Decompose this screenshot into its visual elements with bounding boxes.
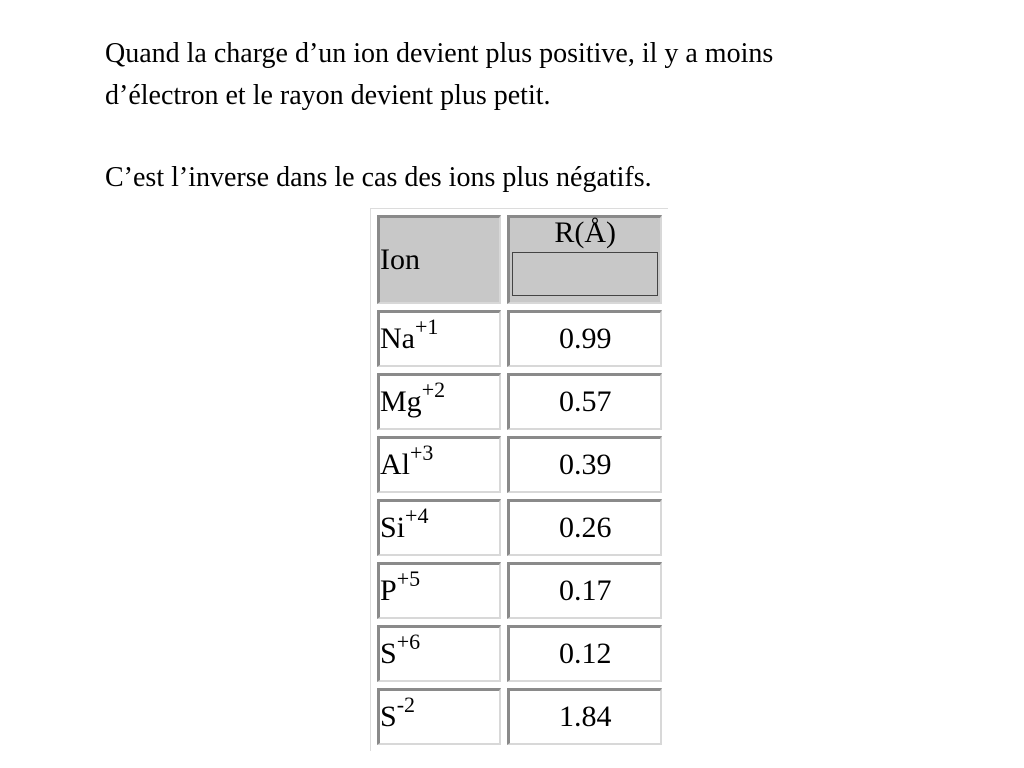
intro-paragraph xyxy=(105,33,773,117)
table-header-row xyxy=(377,215,662,304)
ion-symbol: P xyxy=(380,574,397,607)
ion-charge: +2 xyxy=(421,377,446,402)
ion-radius-table xyxy=(370,208,668,751)
ion-charge: +4 xyxy=(405,503,429,528)
table-row xyxy=(377,625,662,682)
header-ion: Ion xyxy=(377,215,501,304)
ion-cell xyxy=(377,562,501,619)
ion-cell xyxy=(377,373,501,430)
ion-charge: +3 xyxy=(410,440,434,465)
header-radius-empty-box xyxy=(512,252,658,296)
table-row xyxy=(377,373,662,430)
table-row xyxy=(377,436,662,493)
ion-charge: +5 xyxy=(396,566,421,591)
ion-symbol: Mg xyxy=(380,385,422,418)
intro-line-2: d’électron et le rayon devient plus petit. xyxy=(105,80,551,111)
table-row xyxy=(377,562,662,619)
radius-cell: 0.99 xyxy=(507,310,662,367)
header-radius xyxy=(507,215,662,304)
ion-charge: -2 xyxy=(396,692,416,717)
intro-line-1: Quand la charge d’un ion devient plus positive, il y a moins xyxy=(105,38,774,69)
radius-cell: 0.39 xyxy=(507,436,662,493)
radius-cell: 0.17 xyxy=(507,562,662,619)
header-radius-label: R(Å) xyxy=(554,216,617,249)
ion-symbol: S xyxy=(380,700,397,733)
ion-symbol: Si xyxy=(380,511,406,544)
ion-symbol: Al xyxy=(380,448,410,481)
ion-charge: +1 xyxy=(414,314,439,339)
radius-cell: 0.57 xyxy=(507,373,662,430)
radius-cell: 0.26 xyxy=(507,499,662,556)
ion-cell xyxy=(377,625,501,682)
ion-cell xyxy=(377,499,501,556)
ion-symbol: S xyxy=(380,637,397,670)
ion-cell xyxy=(377,436,501,493)
radius-cell: 0.12 xyxy=(507,625,662,682)
ion-symbol: Na xyxy=(380,322,415,355)
radius-cell: 1.84 xyxy=(507,688,662,745)
table-row xyxy=(377,499,662,556)
ion-cell xyxy=(377,688,501,745)
ion-charge: +6 xyxy=(396,629,421,654)
table-row xyxy=(377,310,662,367)
ion-radius-table-container xyxy=(370,208,668,768)
ion-cell xyxy=(377,310,501,367)
table-row xyxy=(377,688,662,745)
inverse-paragraph: C’est l’inverse dans le cas des ions plus négatifs. xyxy=(105,162,652,193)
